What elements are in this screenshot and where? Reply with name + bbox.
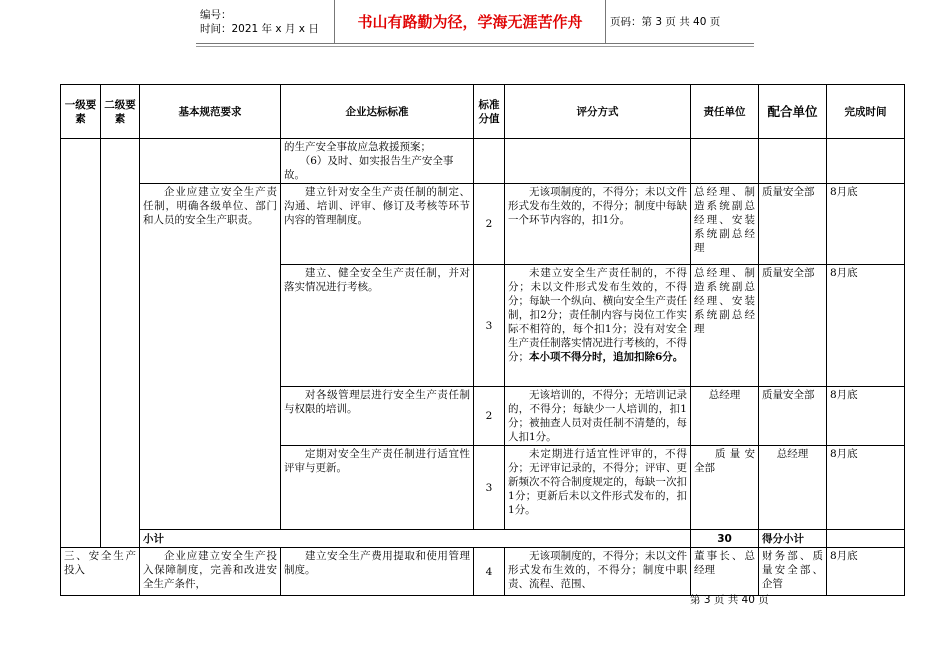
deadline-cell: 8月底 — [827, 548, 905, 596]
col-header-method: 评分方式 — [505, 85, 691, 139]
method-bold-note: 本小项不得分时，追加扣除6分。 — [529, 351, 684, 363]
score-cell: 3 — [474, 265, 505, 387]
method-cell: 无该项制度的，不得分；未以文件形式发布生效的，不得分；制度中职责、流程、范围、 — [505, 548, 691, 596]
header-page-label: 页码：第 3 页 共 40 页 — [606, 0, 755, 44]
subtotal-row — [61, 530, 905, 548]
col-header-deadline: 完成时间 — [827, 85, 905, 139]
cooperating-cell: 质量安全部 — [759, 387, 827, 446]
doc-time-label: 时间：2021 年 x 月 x 日 — [200, 22, 319, 35]
col-header-element-1: 一级要素 — [61, 85, 101, 139]
col-header-cooperating: 配合单位 — [759, 85, 827, 139]
score-cell: 2 — [474, 184, 505, 265]
standard-cell: 的生产安全事故应急救援预案； （6）及时、如实报告生产安全事故。 — [281, 139, 474, 184]
requirement-cell — [140, 139, 281, 184]
responsible-cell — [827, 530, 905, 548]
subtotal-label: 小计 — [140, 530, 691, 548]
score-cell: 3 — [474, 446, 505, 530]
header-meta — [196, 0, 335, 44]
responsible-cell — [691, 139, 759, 184]
table-row — [61, 139, 905, 184]
standard-cell: 建立针对安全生产责任制的制定、沟通、培训、评审、修订及考核等环节内容的管理制度。 — [281, 184, 474, 265]
score-cell: 4 — [474, 548, 505, 596]
element-1-cell: 三、安全生产投入 — [61, 548, 140, 596]
responsible-cell: 总经理、制造系统副总经理、安装系统副总经理 — [691, 265, 759, 387]
col-header-score: 标准分值 — [474, 85, 505, 139]
table-header-row — [61, 85, 905, 139]
element-2-cell — [101, 139, 140, 548]
deadline-cell: 8月底 — [827, 265, 905, 387]
table-row — [61, 184, 905, 265]
col-header-requirement: 基本规范要求 — [140, 85, 281, 139]
standard-cell: 建立安全生产费用提取和使用管理制度。 — [281, 548, 474, 596]
method-text: 未建立安全生产责任制的，不得分；未以文件形式发布生效的，不得分；每缺一个纵向、横向安全生产责任制，扣2分；责任制内容与岗位工作实际不相符的，每个扣1分；没有对安全生产责任制落实情况进行考核的，不得分； — [508, 267, 687, 363]
cooperating-cell: 质量安全部 — [759, 184, 827, 265]
requirement-cell: 企业应建立安全生产责任制，明确各级单位、部门和人员的安全生产职责。 — [140, 184, 281, 530]
col-header-responsible: 责任单位 — [691, 85, 759, 139]
responsible-cell: 总经理、制造系统副总经理、安装系统副总经理 — [691, 184, 759, 265]
page-header — [196, 0, 754, 44]
element-1-cell — [61, 139, 101, 548]
responsible-cell: 董事长、总经理 — [691, 548, 759, 596]
method-cell: 无该项制度的，不得分；未以文件形式发布生效的，不得分；制度中每缺一个环节内容的，扣1分。 — [505, 184, 691, 265]
page-footer: 第 3 页 共 40 页 — [690, 594, 769, 606]
deadline-cell: 8月底 — [827, 184, 905, 265]
score-cell: 2 — [474, 387, 505, 446]
deadline-cell: 8月底 — [827, 387, 905, 446]
responsible-cell: 总经理 — [691, 387, 759, 446]
standards-table — [60, 84, 905, 596]
subtotal-score: 30 — [691, 530, 759, 548]
deadline-cell — [827, 139, 905, 184]
responsible-cell: 质量安全部 — [691, 446, 759, 530]
doc-number-label: 编号： — [200, 8, 232, 21]
method-cell — [505, 265, 691, 387]
header-divider — [196, 46, 754, 47]
method-cell — [505, 139, 691, 184]
cooperating-cell: 财务部、质量安全部、企管 — [759, 548, 827, 596]
header-motto: 书山有路勤为径，学海无涯苦作舟 — [335, 0, 606, 44]
col-header-standard: 企业达标标准 — [281, 85, 474, 139]
standard-cell: 定期对安全生产责任制进行适宜性评审与更新。 — [281, 446, 474, 530]
standard-cell: 建立、健全安全生产责任制，并对落实情况进行考核。 — [281, 265, 474, 387]
standard-cell: 对各级管理层进行安全生产责任制与权限的培训。 — [281, 387, 474, 446]
subtotal-method: 得分小计 — [759, 530, 827, 548]
cooperating-cell: 总经理 — [759, 446, 827, 530]
method-cell: 未定期进行适宜性评审的，不得分；无评审记录的，不得分；评审、更新频次不符合制度规定的，每缺一次扣1分；更新后未以文件形式发布的，扣1分。 — [505, 446, 691, 530]
deadline-cell: 8月底 — [827, 446, 905, 530]
table-row — [61, 548, 905, 596]
col-header-element-2: 二级要素 — [101, 85, 140, 139]
cooperating-cell: 质量安全部 — [759, 265, 827, 387]
cooperating-cell — [759, 139, 827, 184]
score-cell — [474, 139, 505, 184]
requirement-cell: 企业应建立安全生产投入保障制度，完善和改进安全生产条件， — [140, 548, 281, 596]
method-cell: 无该培训的，不得分；无培训记录的，不得分；每缺少一人培训的，扣1分；被抽查人员对责任制不清楚的，每人扣1分。 — [505, 387, 691, 446]
